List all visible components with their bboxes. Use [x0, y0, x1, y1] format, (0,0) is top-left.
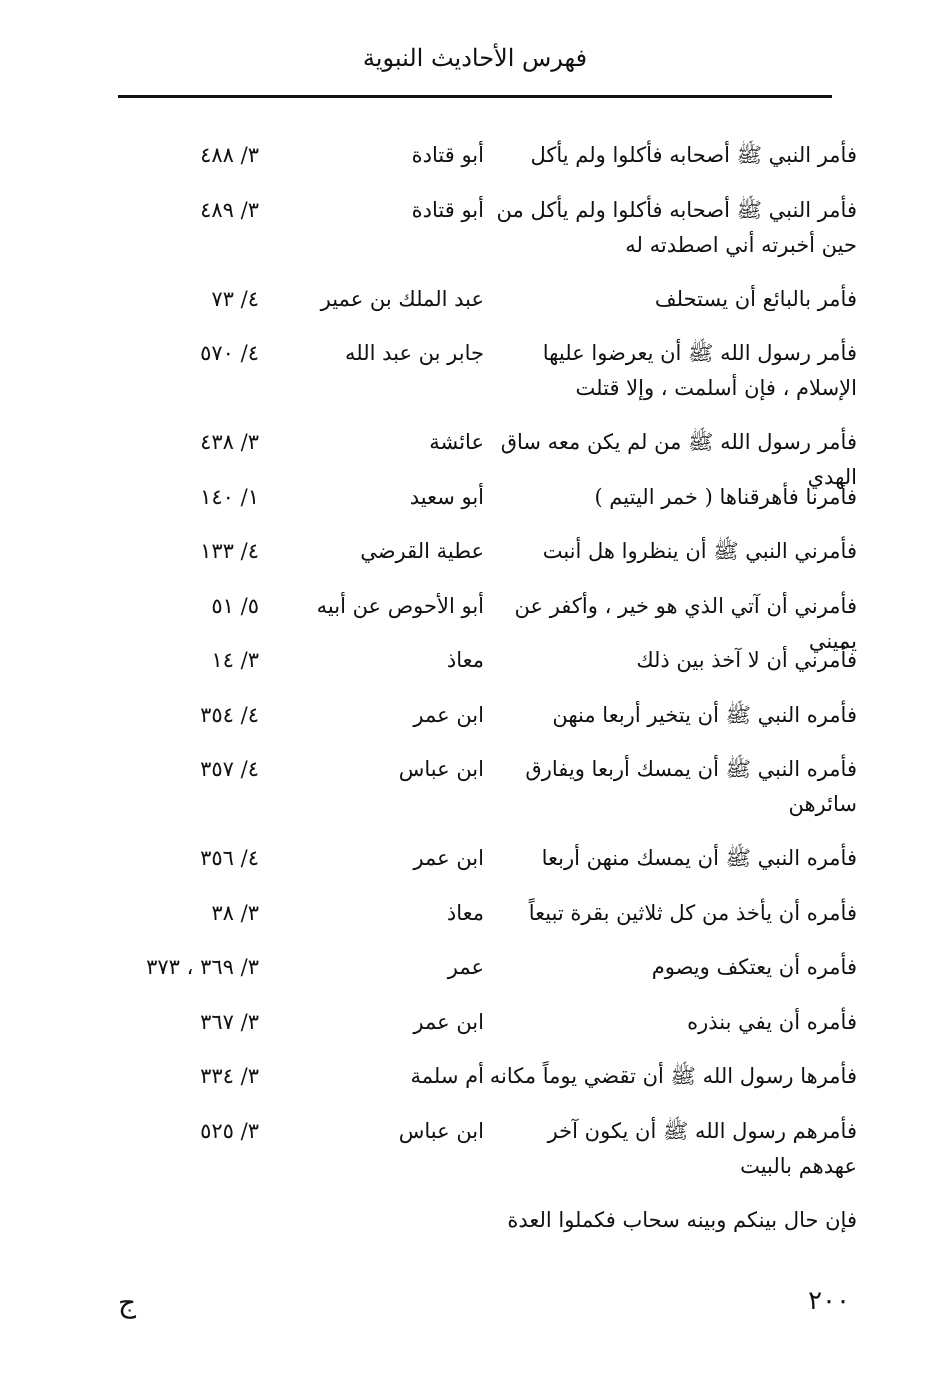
hadith-text: فأمر رسول الله ﷺ من لم يكن معه ساق الهدي	[500, 430, 857, 489]
narrator: عمر	[447, 955, 484, 979]
narrator: أبو الأحوص عن أبيه	[316, 593, 484, 618]
hadith-text: فأمر بالبائع أن يستحلف	[654, 286, 857, 311]
list-item	[0, 138, 949, 193]
list-item	[0, 425, 949, 489]
hadith-text: فأمره النبي ﷺ أن يتخير أربعا منهن	[552, 702, 857, 727]
reference: ٤/ ٣٥٤	[200, 702, 259, 727]
narrator: عائشة	[429, 430, 484, 454]
reference: ٤/ ٣٥٧	[200, 757, 259, 781]
header-divider	[118, 95, 832, 98]
hadith-text: فأمرني النبي ﷺ أن ينظروا هل أنبت	[542, 539, 857, 563]
hadith-text: فأمر رسول الله ﷺ أن يعرضوا عليها الإسلام ، فإن أسلمت ، وإلا قتلت	[542, 341, 857, 400]
reference: ٣/ ٤٨٩	[200, 197, 259, 222]
page-number: ٢٠٠	[808, 1286, 850, 1316]
list-item	[0, 534, 949, 589]
hadith-text: فإن حال بينكم وبينه سحاب فكملوا العدة	[507, 1207, 857, 1232]
narrator: ابن عباس	[398, 757, 484, 781]
narrator: معاذ	[446, 648, 484, 672]
narrator: معاذ	[446, 900, 484, 925]
hadith-text: فأمره أن يعتكف ويصوم	[651, 955, 857, 979]
signature-mark: ج	[118, 1286, 137, 1319]
hadith-text: فأمره النبي ﷺ أن يمسك أربعا ويفارق سائرهن	[525, 757, 857, 816]
narrator: عطية القرضي	[360, 539, 484, 563]
hadith-text: فأمرني أن آتي الذي هو خير ، وأكفر عن يميني	[514, 593, 857, 653]
narrator: ابن عمر	[413, 1009, 484, 1034]
list-item	[0, 896, 949, 951]
reference: ٣/ ١٤	[211, 648, 259, 672]
reference: ٤/ ١٣٣	[200, 539, 259, 563]
hadith-text: فأمرها رسول الله ﷺ أن تقضي يوماً مكانه	[489, 1064, 857, 1088]
narrator: ابن عمر	[413, 702, 484, 727]
hadith-text: فأمرنا فأهرقناها ( خمر اليتيم )	[594, 484, 857, 509]
reference: ٣/ ٤٨٨	[200, 143, 259, 167]
narrator: ابن عباس	[398, 1118, 484, 1143]
hadith-text: فأمره النبي ﷺ أن يمسك منهن أربعا	[541, 846, 857, 870]
list-item	[0, 643, 949, 698]
hadith-text: فأمر النبي ﷺ أصحابه فأكلوا ولم يأكل من حين أخبرته أني اصطدته له	[496, 197, 857, 257]
hadith-text: فأمرهم رسول الله ﷺ أن يكون آخر عهدهم بالبيت	[547, 1118, 857, 1178]
page-title: فهرس الأحاديث النبوية	[362, 44, 588, 72]
reference: ٣/ ٤٣٨	[200, 430, 259, 454]
list-item	[0, 752, 949, 841]
hadith-text: فأمره أن يأخذ من كل ثلاثين بقرة تبيعاً	[528, 900, 857, 925]
reference: ٤/ ٥٧٠	[200, 341, 259, 365]
reference: ٥/ ٥١	[211, 593, 259, 618]
narrator: ابن عمر	[413, 846, 484, 870]
narrator: عبد الملك بن عمير	[320, 286, 484, 311]
reference: ٣/ ٣٣٤	[200, 1064, 259, 1088]
list-item	[0, 1114, 949, 1203]
hadith-text: فأمر النبي ﷺ أصحابه فأكلوا ولم يأكل	[530, 143, 857, 167]
hadith-text: فأمرني أن لا آخذ بين ذلك	[636, 648, 857, 672]
list-item	[0, 1005, 949, 1060]
list-item	[0, 589, 949, 653]
list-item	[0, 841, 949, 896]
reference: ٣/ ٣٨	[211, 900, 259, 925]
list-item	[0, 1059, 949, 1114]
narrator: أبو قتادة	[411, 143, 484, 167]
reference: ٣/ ٣٦٩ ، ٣٧٣	[146, 955, 259, 979]
list-item	[0, 480, 949, 535]
hadith-index-list	[0, 138, 949, 1257]
list-item	[0, 1203, 949, 1258]
list-item	[0, 698, 949, 753]
list-item	[0, 193, 949, 282]
page-footer	[118, 1286, 850, 1326]
reference: ٣/ ٣٦٧	[200, 1009, 259, 1034]
narrator: جابر بن عبد الله	[344, 341, 484, 365]
reference: ٤/ ٧٣	[211, 286, 259, 311]
reference: ٣/ ٥٢٥	[200, 1118, 259, 1143]
reference: ٤/ ٣٥٦	[200, 846, 259, 870]
narrator: أبو سعيد	[409, 484, 484, 509]
reference: ١/ ١٤٠	[200, 484, 259, 509]
list-item	[0, 336, 949, 425]
list-item	[0, 282, 949, 337]
list-item	[0, 950, 949, 1005]
hadith-text: فأمره أن يفي بنذره	[687, 1009, 857, 1034]
narrator: أبو قتادة	[411, 197, 484, 222]
narrator: أم سلمة	[410, 1064, 484, 1088]
